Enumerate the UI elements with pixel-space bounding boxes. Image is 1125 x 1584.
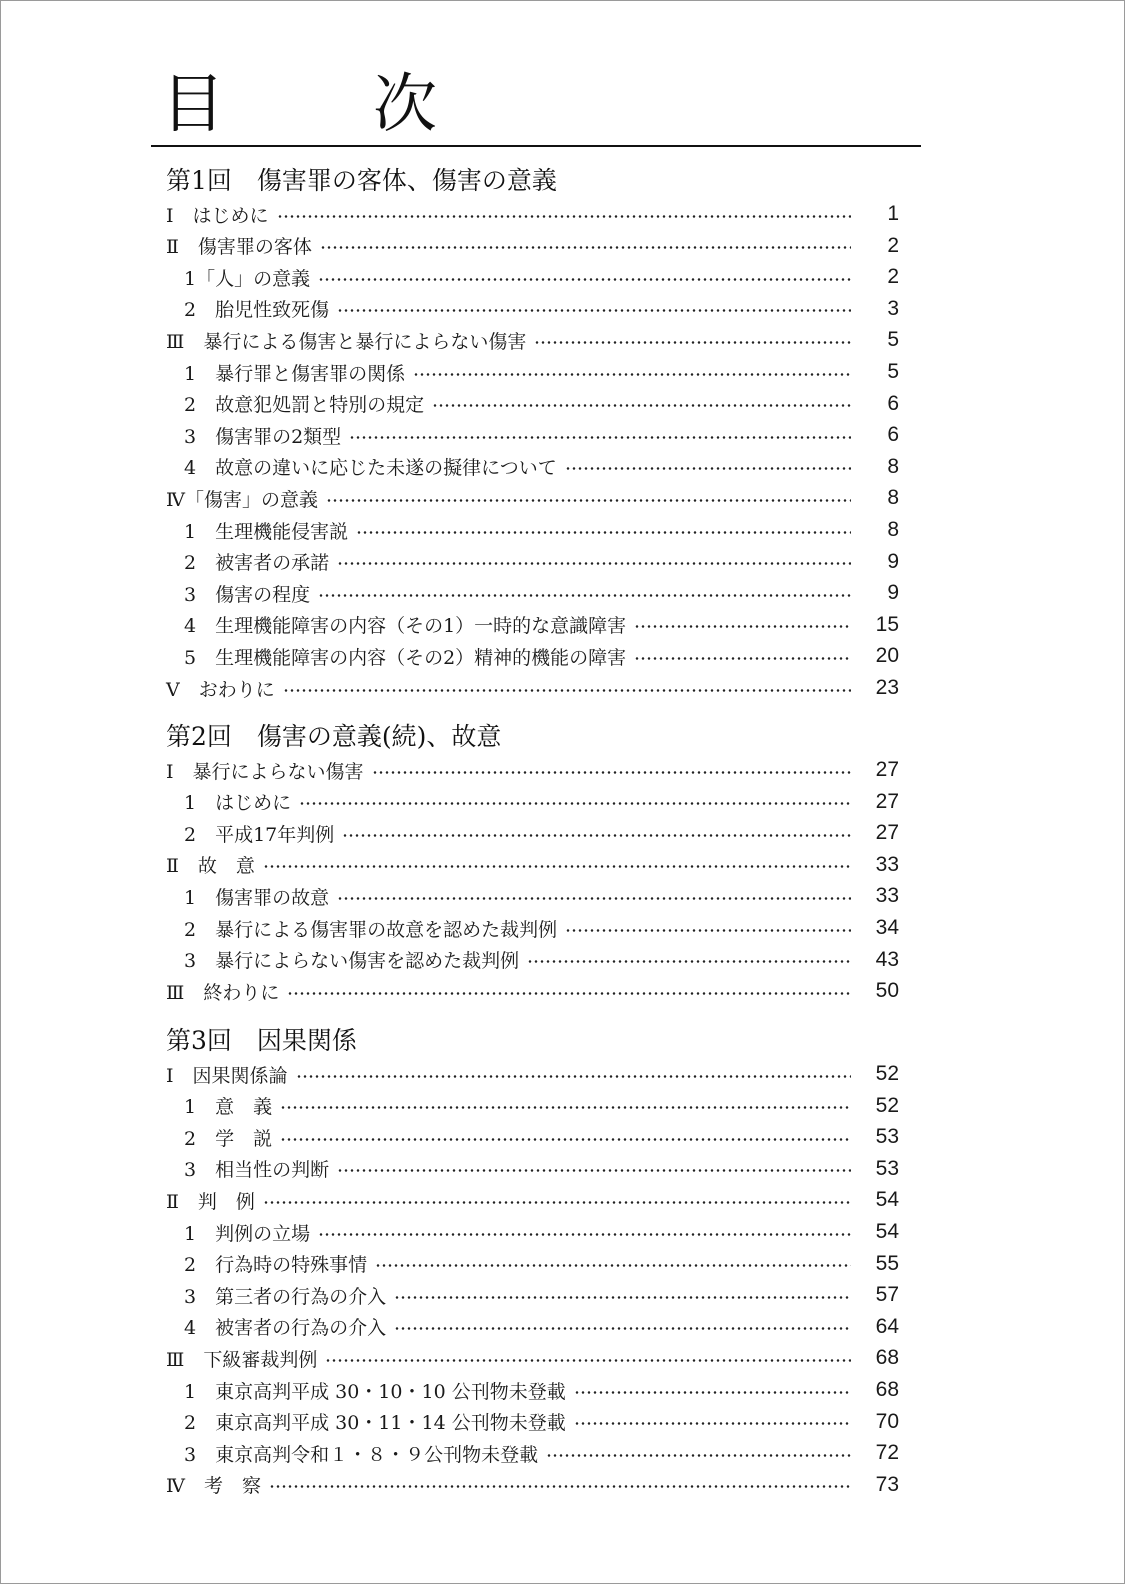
entry-page-number: 3 <box>887 296 899 320</box>
entry-page-number: 27 <box>875 789 899 813</box>
entry-page-number: 70 <box>875 1409 899 1433</box>
entry-page-number: 15 <box>875 612 899 636</box>
entry-label: 5 生理機能障害の内容（その2）精神的機能の障害 <box>184 646 627 669</box>
dot-leader <box>263 1201 851 1204</box>
dot-leader <box>337 309 851 312</box>
entry-label: 1 判例の立場 <box>184 1222 311 1245</box>
toc-subsection-entry <box>184 357 899 387</box>
entry-page-number: 5 <box>887 328 899 352</box>
entry-label: 2 胎児性致死傷 <box>184 299 330 322</box>
entry-label: 3 相当性の判断 <box>184 1159 330 1182</box>
entry-page-number: 68 <box>875 1378 899 1401</box>
dot-leader <box>299 802 851 805</box>
entry-label: Ⅴ おわりに <box>166 678 275 701</box>
dot-leader <box>318 278 851 281</box>
entry-label: 2 暴行による傷害罪の故意を認めた裁判例 <box>184 918 558 941</box>
toc-subsection-entry <box>184 1280 899 1310</box>
entry-label: 3 暴行によらない傷害を認めた裁判例 <box>184 950 520 973</box>
toc-subsection-entry <box>184 1312 899 1342</box>
entry-page-number: 64 <box>875 1314 899 1338</box>
dot-leader <box>634 625 851 628</box>
dot-leader <box>372 771 851 774</box>
entry-page-number: 57 <box>875 1283 899 1307</box>
entry-page-number: 5 <box>887 360 899 383</box>
dot-leader <box>287 992 851 995</box>
toc-section-entry <box>166 755 899 785</box>
entry-label: 2 平成17年判例 <box>184 823 335 846</box>
entry-label: Ⅲ 下級審裁判例 <box>166 1348 318 1371</box>
dot-leader <box>565 929 851 932</box>
entry-label: Ⅳ 考 察 <box>166 1475 261 1498</box>
entry-page-number: 20 <box>875 644 899 668</box>
entry-label: 1 暴行罪と傷害罪の関係 <box>184 362 406 385</box>
toc-subsection-entry <box>184 913 899 943</box>
entry-page-number: 55 <box>875 1251 899 1275</box>
toc-section-entry <box>166 976 899 1006</box>
toc-subsection-entry <box>184 547 899 577</box>
entry-page-number: 8 <box>887 454 899 478</box>
entry-label: 1「人」の意義 <box>184 267 311 290</box>
toc-section-entry <box>166 1059 899 1089</box>
toc-subsection-entry <box>184 294 899 324</box>
entry-page-number: 34 <box>875 916 899 939</box>
entry-page-number: 8 <box>887 518 899 541</box>
dot-leader <box>413 373 851 376</box>
toc-subsection-entry <box>184 1091 899 1121</box>
entry-page-number: 43 <box>875 947 899 971</box>
toc-subsection-entry <box>184 1375 899 1405</box>
toc-section-entry <box>166 850 899 880</box>
dot-leader <box>318 594 851 597</box>
dot-leader <box>269 1485 851 1488</box>
entry-page-number: 73 <box>875 1472 899 1496</box>
dot-leader <box>337 562 851 565</box>
dot-leader <box>634 657 851 660</box>
entry-label: 1 傷害罪の故意 <box>184 886 330 909</box>
entry-page-number: 8 <box>887 486 899 510</box>
entry-page-number: 53 <box>875 1125 899 1149</box>
toc-subsection-entry <box>184 1217 899 1247</box>
toc-section-entry <box>166 1185 899 1215</box>
entry-page-number: 27 <box>875 821 899 845</box>
dot-leader <box>318 1233 851 1236</box>
toc-section-entry <box>166 1343 899 1373</box>
entry-label: 2 被害者の承諾 <box>184 552 330 575</box>
entry-label: 3 傷害の程度 <box>184 583 311 606</box>
entry-page-number: 68 <box>875 1346 899 1370</box>
toc-subsection-entry <box>184 578 899 608</box>
toc-subsection-entry <box>184 818 899 848</box>
entry-label: Ⅳ「傷害」の意義 <box>166 488 318 511</box>
entry-page-number: 6 <box>887 391 899 415</box>
entry-page-number: 33 <box>875 852 899 876</box>
dot-leader <box>296 1075 851 1078</box>
dot-leader <box>283 689 851 692</box>
entry-page-number: 9 <box>887 549 899 573</box>
toc-section-entry <box>166 199 899 229</box>
entry-label: 2 故意犯処罰と特別の規定 <box>184 394 425 417</box>
entry-page-number: 54 <box>875 1188 899 1212</box>
toc-subsection-entry <box>184 641 899 671</box>
entry-page-number: 72 <box>875 1441 899 1465</box>
dot-leader <box>432 404 851 407</box>
dot-leader <box>337 1169 851 1172</box>
entry-page-number: 54 <box>875 1220 899 1243</box>
entry-page-number: 33 <box>875 884 899 908</box>
dot-leader <box>546 1454 851 1457</box>
entry-label: Ⅰ 暴行によらない傷害 <box>166 760 364 783</box>
entry-page-number: 6 <box>887 423 899 447</box>
entry-label: 4 故意の違いに応じた未遂の擬律について <box>184 457 557 480</box>
toc-subsection-entry <box>184 1249 899 1279</box>
entry-page-number: 2 <box>887 233 899 257</box>
entry-label: Ⅰ 因果関係論 <box>166 1064 288 1087</box>
dot-leader <box>356 531 851 534</box>
entry-page-number: 23 <box>875 676 899 699</box>
toc-section-entry <box>166 483 899 513</box>
toc-subsection-entry <box>184 1438 899 1468</box>
entry-label: 2 学 説 <box>184 1127 273 1150</box>
entry-label: 3 東京高判令和１・８・９公刊物未登載 <box>184 1443 539 1466</box>
dot-leader <box>574 1391 851 1394</box>
toc-section-entry <box>166 1470 899 1500</box>
toc-subsection-entry <box>184 945 899 975</box>
entry-label: 1 東京高判平成 30・10・10 公刊物未登載 <box>184 1380 566 1403</box>
entry-page-number: 52 <box>875 1062 899 1085</box>
toc-section-entry <box>166 673 899 703</box>
toc-subsection-entry <box>184 389 899 419</box>
entry-page-number: 53 <box>875 1156 899 1180</box>
entry-page-number: 2 <box>887 265 899 289</box>
toc-subsection-entry <box>184 1154 899 1184</box>
dot-leader <box>320 246 851 249</box>
entry-label: Ⅱ 故 意 <box>166 855 255 878</box>
dot-leader <box>280 1106 851 1109</box>
entry-label: Ⅱ 判 例 <box>166 1190 255 1213</box>
dot-leader <box>342 834 851 837</box>
dot-leader <box>574 1422 851 1425</box>
entry-label: Ⅲ 暴行による傷害と暴行によらない傷害 <box>166 330 527 353</box>
entry-label: 3 第三者の行為の介入 <box>184 1285 387 1308</box>
dot-leader <box>263 865 851 868</box>
toc-subsection-entry <box>184 1407 899 1437</box>
dot-leader <box>337 897 851 900</box>
entry-page-number: 9 <box>887 581 899 605</box>
chapter-heading: 第1回 傷害罪の客体、傷害の意義 <box>166 166 557 195</box>
entry-label: 2 東京高判平成 30・11・14 公刊物未登載 <box>184 1412 566 1435</box>
toc-subsection-entry <box>184 1122 899 1152</box>
toc-subsection-entry <box>184 610 899 640</box>
chapter-heading: 第3回 因果関係 <box>166 1026 357 1055</box>
title-underline <box>151 145 921 147</box>
entry-label: Ⅱ 傷害罪の客体 <box>166 236 312 259</box>
dot-leader <box>394 1296 851 1299</box>
entry-label: 1 生理機能侵害説 <box>184 520 349 543</box>
toc-section-entry <box>166 325 899 355</box>
chapter-heading: 第2回 傷害の意義(続)、故意 <box>166 722 502 751</box>
toc-subsection-entry <box>184 881 899 911</box>
dot-leader <box>534 341 851 344</box>
entry-label: 4 生理機能障害の内容（その1）一時的な意識障害 <box>184 615 627 638</box>
entry-label: 1 意 義 <box>184 1096 273 1119</box>
dot-leader <box>349 436 851 439</box>
toc-subsection-entry <box>184 262 899 292</box>
dot-leader <box>280 1138 851 1141</box>
toc-subsection-entry <box>184 787 899 817</box>
entry-page-number: 27 <box>875 758 899 781</box>
dot-leader <box>325 1359 851 1362</box>
entry-label: Ⅰ はじめに <box>166 204 269 227</box>
toc-subsection-entry <box>184 452 899 482</box>
entry-page-number: 52 <box>875 1093 899 1117</box>
dot-leader <box>277 215 851 218</box>
entry-page-number: 1 <box>887 202 899 225</box>
entry-page-number: 50 <box>875 979 899 1003</box>
toc-subsection-entry <box>184 420 899 450</box>
entry-label: 4 被害者の行為の介入 <box>184 1317 387 1340</box>
toc-subsection-entry <box>184 515 899 545</box>
dot-leader <box>527 960 851 963</box>
entry-label: 3 傷害罪の2類型 <box>184 425 342 448</box>
entry-label: Ⅲ 終わりに <box>166 981 280 1004</box>
dot-leader <box>394 1327 851 1330</box>
dot-leader <box>375 1264 851 1267</box>
entry-label: 2 行為時の特殊事情 <box>184 1254 368 1277</box>
dot-leader <box>326 499 851 502</box>
dot-leader <box>565 467 851 470</box>
entry-label: 1 はじめに <box>184 792 292 815</box>
page-title: 目 次 <box>161 68 479 142</box>
toc-section-entry <box>166 231 899 261</box>
